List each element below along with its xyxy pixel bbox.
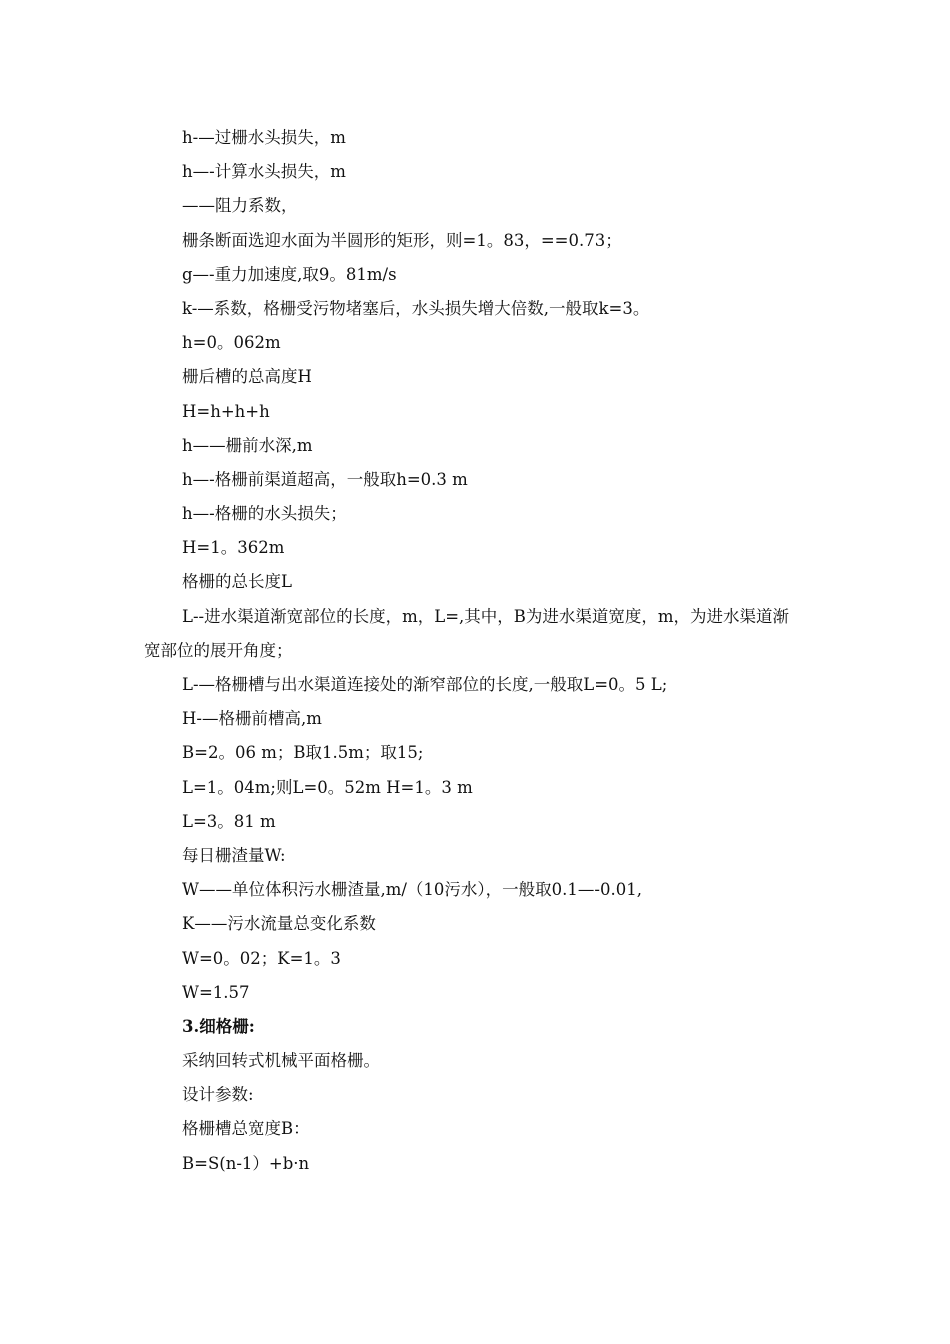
- text-line: H=h+h+h: [182, 401, 270, 421]
- text-line: W=0。02；K=1。3: [182, 948, 341, 968]
- text-line: H-—格栅前槽高,m: [182, 709, 322, 729]
- text-line: g—-重力加速度,取9。81m/s: [182, 264, 397, 284]
- text-line: h—-计算水头损失，m: [182, 162, 346, 182]
- text-line: L=1。04m;则L=0。52m H=1。3 m: [182, 777, 473, 797]
- text-line: L=3。81 m: [182, 811, 276, 831]
- text-line: L-—格栅槽与出水渠道连接处的渐窄部位的长度,一般取L=0。5 L;: [182, 675, 668, 695]
- text-line: 栅后槽的总高度H: [182, 367, 312, 387]
- text-line: 采纳回转式机械平面格栅。: [182, 1051, 380, 1071]
- text-line: 格栅槽总宽度B：: [182, 1119, 310, 1139]
- text-line: K——污水流量总变化系数: [182, 914, 376, 934]
- text-line: 每日栅渣量W:: [182, 845, 286, 865]
- text-line: 栅条断面选迎水面为半圆形的矩形，则=1。83，==0.73；: [182, 230, 622, 250]
- text-line: H=1。362m: [182, 538, 285, 558]
- text-line: W——单位体积污水栅渣量,m/（10污水），一般取0.1—-0.01,: [182, 880, 642, 900]
- text-line: W=1.57: [182, 982, 250, 1002]
- text-line: B=S(n-1）+b·n: [182, 1153, 310, 1173]
- text-line: h=0。062m: [182, 333, 281, 353]
- text-line: B=2。06 m；B取1.5m；取15;: [182, 743, 424, 763]
- section-heading: 3.细格栅:: [182, 1016, 255, 1036]
- text-line: k-—系数，格栅受污物堵塞后，水头损失增大倍数,一般取k=3。: [182, 298, 650, 318]
- text-line: h——栅前水深,m: [182, 435, 313, 455]
- text-line: 设计参数:: [182, 1085, 254, 1105]
- document-body: [0, 124, 950, 1184]
- paragraph-wrapped: L--进水渠道渐宽部位的长度，m，L=,其中，B为进水渠道宽度，m，为进水渠道渐宽部位的展开角度；: [144, 606, 790, 660]
- text-line: 格栅的总长度L: [182, 572, 292, 592]
- text-line: ——阻力系数，: [182, 196, 298, 216]
- text-line: h-—过栅水头损失，m: [182, 128, 346, 147]
- text-line: h—-格栅的水头损失；: [182, 504, 347, 524]
- text-line: h—-格栅前渠道超高，一般取h=0.3 m: [182, 469, 468, 489]
